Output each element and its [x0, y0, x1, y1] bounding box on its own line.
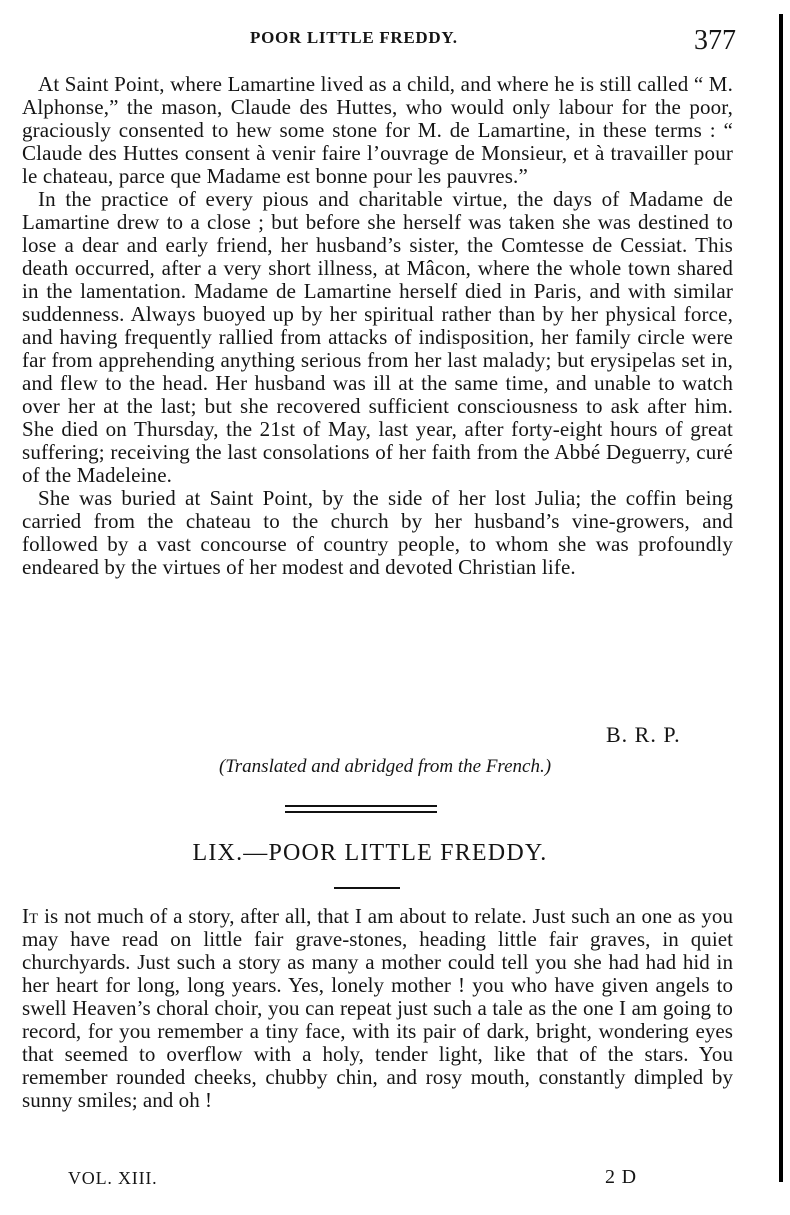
paragraph-saint-point: At Saint Point, where Lamartine lived as a child, and where he is still called “ M. Alphonse,” the mason, Claude des Huttes, who would only labour for the poor, graciously consented to hew some stone for M. de Lamartine, in these terms : “ Claude des Huttes consent à venir faire l’ouvrage de Monsieur, et à travailler pour le chateau, parce que Madame est bonne pour les pauvres.”	[22, 72, 733, 188]
page-edge-rule	[779, 14, 783, 1182]
chapter-short-rule	[334, 887, 400, 889]
freddy-opening-text	[22, 905, 733, 1112]
running-title: POOR LITTLE FREDDY.	[250, 28, 458, 47]
opening-small-caps: It	[22, 904, 39, 928]
chapter-title: LIX.—POOR LITTLE FREDDY.	[192, 840, 548, 866]
page-number: 377	[694, 25, 736, 56]
signature-mark: 2 D	[605, 1166, 637, 1188]
section-double-rule	[285, 805, 437, 813]
running-head	[20, 25, 736, 58]
freddy-opening-body: is not much of a story, after all, that I am about to relate. Just such an one as you may have read on little fair grave-stones, heading little fair graves, in quiet churchyards. Just such a story as many a mother could tell you she had had hid in her heart for long, long years. Yes, lonely mother ! you who have given angels to swell Heaven’s choral choir, you can repeat just such a tale as the one I am going to record, for you remember a tiny face, with its pair of dark, bright, wondering eyes that seemed to overflow with a holy, tender light, like that of the stars. You remember rounded cheeks, chubby chin, and rosy mouth, constantly dimpled by sunny smiles; and oh !	[22, 904, 733, 1112]
freddy-opening-paragraph	[22, 905, 733, 1112]
article-lamartine-text	[22, 73, 733, 579]
article-signature: B. R. P.	[606, 722, 681, 747]
paragraph-madame-lamartine: In the practice of every pious and charitable virtue, the days of Madame de Lamartine drew to a close ; but before she herself was taken she was destined to lose a dear and early friend, her husband’s sister, the Comtesse de Cessiat. This death occurred, after a very short illness, at Mâcon, where the whole town shared in the lamentation. Madame de Lamartine herself died in Paris, and with similar suddenness. Always buoyed up by her spiritual rather than by her physical force, and having frequently rallied from attacks of indisposition, her family circle were far from apprehending anything serious from her last malady; but erysipelas set in, and flew to the head. Her husband was ill at the same time, and unable to watch over her at the last; but she recovered sufficient consciousness to ask after him. She died on Thursday, the 21st of May, last year, after forty-eight hours of great suffering; receiving the last consolations of her faith from the Abbé Deguerry, curé of the Madeleine.	[22, 187, 733, 487]
volume-mark: VOL. XIII.	[68, 1168, 158, 1188]
paragraph-burial: She was buried at Saint Point, by the side of her lost Julia; the coffin being carried from the chateau to the church by her husband’s vine-growers, and followed by a vast concourse of country people, to whom she was profoundly endeared by the virtues of her modest and devoted Christian life.	[22, 486, 733, 579]
translation-note: (Translated and abridged from the French.)	[218, 756, 552, 777]
